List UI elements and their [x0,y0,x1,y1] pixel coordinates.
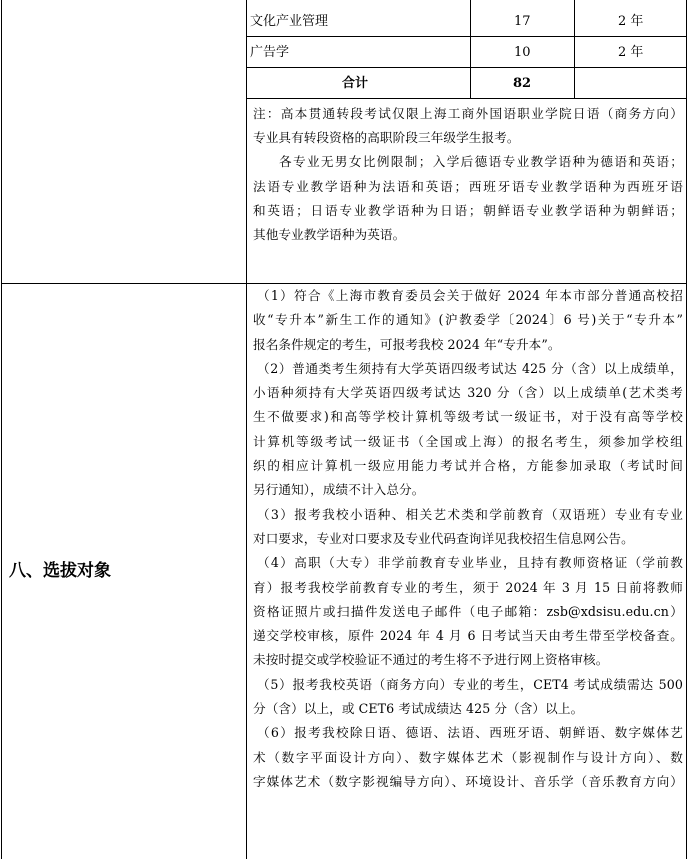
table-row-count: 10 [514,45,531,60]
count-column-left [470,0,471,98]
criteria-line: 对口要求，专业对口要求及专业代码查询详见我校招生信息网公告。 [253,530,634,546]
criteria-line: 另行通知），成绩不计入总分。 [253,482,425,498]
criteria-line: 织的相应计算机一级应用能力考试并合格，方能参加录取（考试时间 [253,458,683,474]
row-divider-3 [246,98,687,99]
section-heading: 八、选拔对象 [9,561,111,581]
table-note [253,102,683,247]
table-row-count: 17 [514,14,531,29]
table-border-right [686,0,687,859]
total-value: 82 [513,76,532,91]
criteria-line: 字媒体艺术（数字影视编导方向）、环境设计、音乐学（音乐教育方向） [253,773,683,789]
criteria-line: 小语种须持有大学英语四级考试达 320 分（含）以上成绩单(艺术类考 [253,385,683,401]
note-line: 其他专业教学语种为英语。 [253,227,406,243]
column-divider [246,0,247,859]
criteria-line: （4）高职（大专）非学前教育专业毕业，且持有教师资格证（学前教 [257,555,683,571]
selection-criteria [253,284,683,794]
criteria-line: 报名条件规定的考生，可报考我校 2024 年“专升本”。 [253,336,561,352]
criteria-line: 收“专升本”新生工作的通知》(沪教委学〔2024〕6 号)关于“专升本” [253,312,683,328]
criteria-line: 术（数字平面设计方向）、数字媒体艺术（影视制作与设计方向）、数 [253,749,683,765]
criteria-line: 资格证照片或扫描件发送电子邮件（电子邮箱：zsb@xdsisu.edu.cn） [253,603,683,619]
note-line: 注：高本贯通转段考试仅限上海工商外国语职业学院日语（商务方向） [253,106,683,121]
row-divider-1 [246,36,687,37]
row-divider-2 [246,67,687,68]
table-row-years: 2 年 [618,45,644,60]
table-row-major: 文化产业管理 [250,14,329,29]
criteria-line: （3）报考我校小语种、相关艺术类和学前教育（双语班）专业有专业 [257,506,683,522]
criteria-line: 递交学校审核，原件 2024 年 4 月 6 日考试当天由考生带至学校备查。 [253,628,683,644]
table-border-left [1,0,2,859]
table-row-years: 2 年 [618,14,644,29]
table-row-major: 广告学 [250,45,290,60]
note-line: 各专业无男女比例限制；入学后德语专业教学语种为德语和英语； [279,154,683,170]
criteria-line: 育）报考我校学前教育专业的考生，须于 2024 年 3 月 15 日前将教师 [253,579,683,595]
count-column-right [574,0,575,98]
criteria-line: 生不做要求)和高等学校计算机等级考试一级证书，对于没有高等学校 [253,409,683,425]
note-line: 法语专业教学语种为法语和英语；西班牙语专业教学语种为西班牙语 [253,178,683,194]
criteria-line: （5）报考我校英语（商务方向）专业的考生，CET4 考试成绩需达 500 [257,676,683,692]
criteria-line: （2）普通类考生须持有大学英语四级考试达 425 分（含）以上成绩单， [257,360,683,376]
criteria-line: （1）符合《上海市教育委员会关于做好 2024 年本市部分普通高校招 [257,288,683,303]
criteria-line: （6）报考我校除日语、德语、法语、西班牙语、朝鲜语、数字媒体艺 [257,725,683,741]
note-line: 专业具有转段资格的高职阶段三年级学生报考。 [253,130,520,146]
note-line: 和英语；日语专业教学语种为日语；朝鲜语专业教学语种为朝鲜语； [253,202,683,218]
criteria-line: 未按时提交或学校验证不通过的考生将不予进行网上资格审核。 [253,652,609,668]
criteria-line: 分（含）以上，或 CET6 考试成绩达 425 分（含）以上。 [253,701,584,717]
total-label: 合计 [342,76,369,91]
criteria-line: 计算机等级考试一级证书（全国或上海）的报名考生，须参加学校组 [253,433,683,449]
